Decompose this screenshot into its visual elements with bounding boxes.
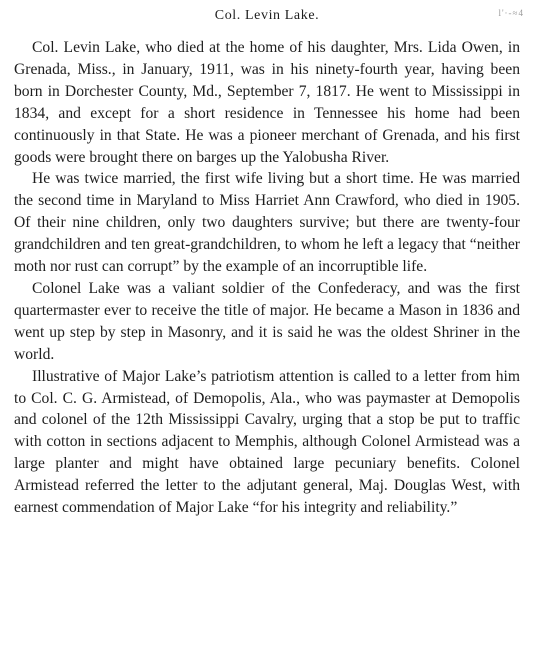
corner-mark: l'·-≈4: [498, 8, 524, 18]
paragraph: Colonel Lake was a valiant soldier of the Confederacy, and was the first quartermaster ever to receive the title of major. He became a Mason in 1836 and went up step by step in Masonry, and it is said he was the oldest Shriner in the world.: [14, 279, 520, 363]
paragraph: Illustrative of Major Lake’s patriotism attention is called to a letter from him to Col. C. G. Armistead, of Demopolis, Ala., who was paymaster at Demopolis and colonel of the 12th Mississippi Cavalry, urging that a stop be put to traffic with cotton in sections adjacent to Memphis, although Colonel Armistead was a large planter and might have obtained large pecuniary benefits. Colonel Armistead referred the letter to the adjutant general, Maj. Douglas West, with earnest commendation of Major Lake “for his integrity and reliability.”: [14, 367, 520, 517]
page-title: [14, 7, 520, 25]
article-body: [14, 37, 520, 519]
title-name: Levin Lake.: [245, 8, 320, 23]
title-prefix: Col.: [214, 8, 241, 23]
paragraph: He was twice married, the first wife living but a short time. He was married the second time in Maryland to Miss Harriet Ann Crawford, who died in 1905. Of their nine children, only two daughters survive; but there are twenty-four grandchildren and ten great-grandchildren, to whom he left a legacy that “neither moth nor rust can corrupt” by the example of an incorruptible life.: [14, 170, 520, 276]
paragraph: Col. Levin Lake, who died at the home of his daughter, Mrs. Lida Owen, in Grenada, Miss., in January, 1911, was in his ninety-fourth year, having been born in Dorchester County, Md., September 7, 1817. He went to Mississippi in 1834, and except for a short residence in Tennessee his home had been continuously in that State. He was a pioneer merchant of Grenada, and his first goods were brought there on barges up the Yalobusha River.: [14, 39, 520, 166]
